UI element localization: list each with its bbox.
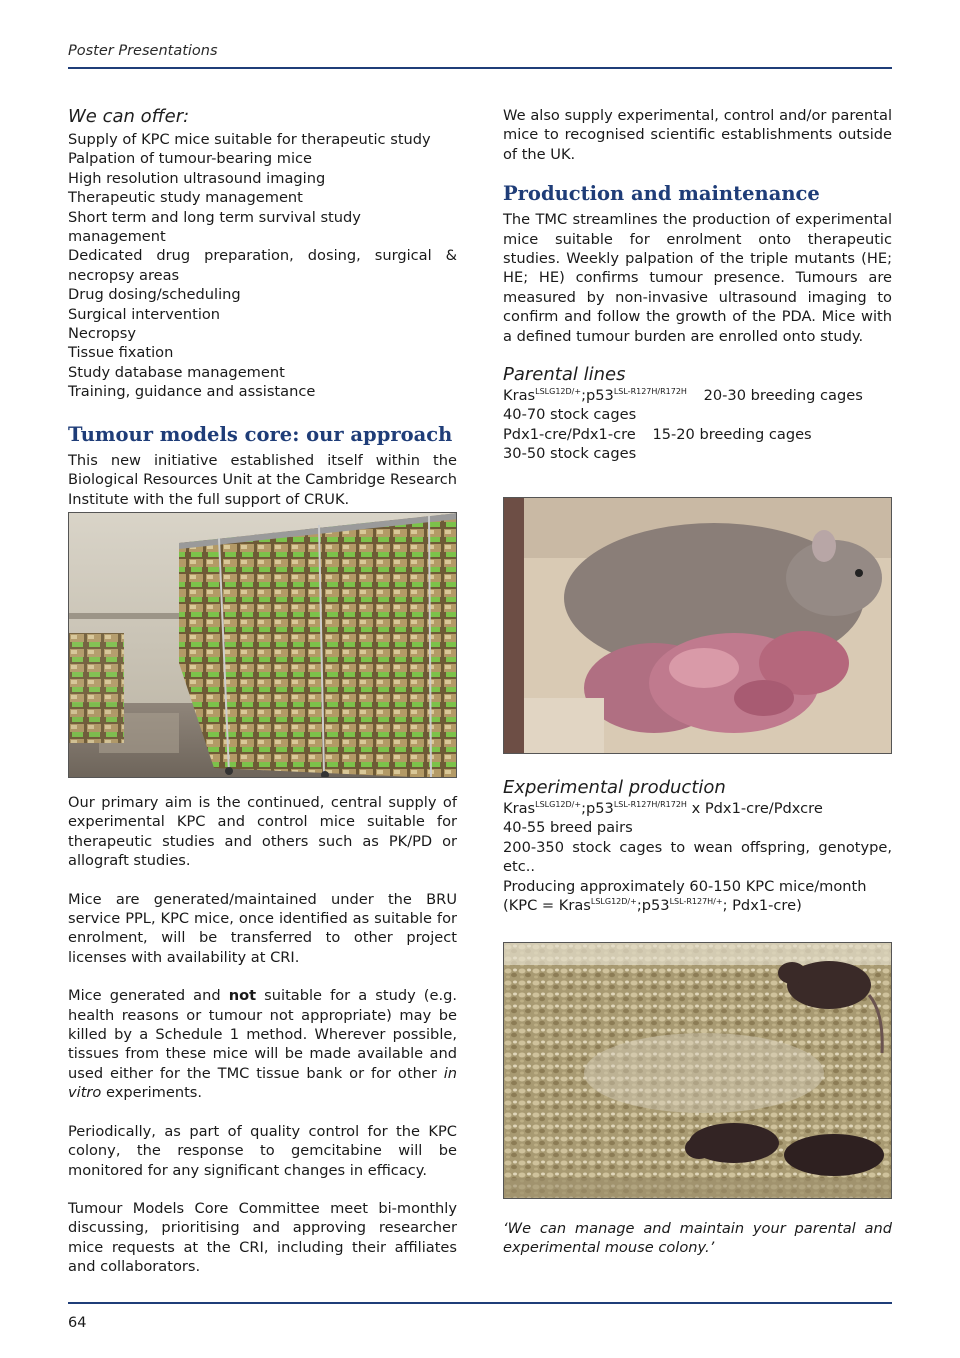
body-paragraph (68, 986, 457, 1102)
offer-item: Drug dosing/scheduling (68, 286, 241, 304)
offer-item: Short term and long term survival study management (68, 208, 361, 246)
experimental-line (503, 896, 892, 915)
offer-item: High resolution ultrasound imaging (68, 169, 326, 187)
offer-item: Tissue fixation (68, 344, 174, 362)
body-paragraph: Periodically, as part of quality control for the KPC colony, the response to gemcitabine will be monitored for any significant changes in efficacy. (68, 1122, 457, 1179)
quote-text: ‘We can manage and maintain your parental and experimental mouse colony.’ (503, 1220, 892, 1257)
strain-name: Pdx1-cre/Pdx1-cre (503, 425, 636, 443)
gene-name: Kras (503, 800, 536, 817)
cage-rack-photo (68, 512, 457, 778)
production-heading: Production and maintenance (503, 182, 820, 206)
text-run: suitable for a study (e.g. health reasons or tumour not appropriate) may be killed by a Schedule 1 method. Wherever possible, tissues from these mice will be made available and used either for the TMC tissue bank or for other (68, 987, 457, 1082)
allele-sup: LSLG12D/+ (535, 387, 582, 397)
allele-sup: LSLG12D/+ (535, 800, 582, 809)
gene-name: ;p53 (581, 387, 614, 405)
allele-sup: LSL-R127H/R172H (613, 387, 687, 397)
text-run: ; Pdx1-cre) (722, 897, 802, 915)
text-run: Mice generated and (68, 987, 229, 1005)
left-body (68, 793, 457, 1277)
running-head: Poster Presentations (68, 43, 218, 59)
header-rule (68, 67, 892, 69)
text-run: (KPC = Kras (503, 897, 591, 915)
parental-line: 30-50 stock cages (503, 445, 637, 463)
offer-item: Dedicated drug preparation, dosing, surgical & necropsy areas (68, 247, 457, 284)
experimental-section (503, 777, 892, 915)
offer-item: Therapeutic study management (68, 189, 303, 207)
emphasis-italic: in vitro (68, 1064, 457, 1102)
mice-bedding-photo (503, 942, 892, 1199)
production-text: The TMC streamlines the production of experimental mice suitable for enrolment onto therapeutic studies. Weekly palpation of the triple mutants (HE; HE; HE) confirms tumour presence. Tumours are measured by non-invasive ultrasound imaging to confirm and follow the growth of the PDA. Mice with a defined tumour burden are enrolled onto study. (503, 211, 892, 345)
cage-rack-illustration (69, 513, 457, 778)
allele-sup: LSLG12D/+ (590, 897, 637, 907)
experimental-line: 200-350 stock cages to wean offspring, genotype, etc.. (503, 838, 892, 876)
parental-line (503, 425, 892, 444)
body-paragraph: Our primary aim is the continued, central supply of experimental KPC and control mice suitable for therapeutic studies and others such as PK/PD or allograft studies. (68, 794, 457, 870)
allele-sup: LSL-R127H/R172H (613, 800, 687, 809)
allele-sup: LSL-R127H/+ (669, 897, 723, 907)
gene-name: ;p53 (581, 800, 614, 817)
mice-bedding-illustration (504, 943, 892, 1199)
gene-name: ;p53 (636, 897, 670, 915)
offer-item: Surgical intervention (68, 305, 221, 323)
gene-name: Kras (503, 387, 536, 405)
offer-section (68, 106, 457, 509)
offer-item: Training, guidance and assistance (68, 383, 316, 401)
parental-heading: Parental lines (503, 364, 626, 386)
cross-text: x Pdx1-cre/Pdxcre (686, 800, 823, 817)
parental-line: 40-70 stock cages (503, 406, 637, 424)
parental-line (503, 386, 892, 405)
supply-text: We also supply experimental, control and/or parental mice to recognised scientific establishments outside of the UK. (503, 107, 892, 163)
offer-item: Supply of KPC mice suitable for therapeutic study (68, 131, 431, 148)
experimental-line: 40-55 breed pairs (503, 819, 633, 837)
offer-item: Necropsy (68, 325, 137, 343)
offer-list (68, 130, 457, 402)
text-run: experiments. (101, 1084, 203, 1102)
supply-section (503, 106, 892, 464)
mouse-with-pups-photo (503, 497, 892, 754)
emphasis-bold: not (228, 987, 257, 1005)
experimental-heading: Experimental production (503, 777, 726, 798)
body-paragraph: Mice are generated/maintained under the BRU service PPL, KPC mice, once identified as suitable for enrolment, will be transferred to other project licenses with availability at CRI. (68, 890, 457, 966)
quote-caption (503, 1219, 892, 1258)
breeding-cages: 20-30 breeding cages (703, 387, 863, 405)
experimental-line: Producing approximately 60-150 KPC mice/month (503, 877, 867, 895)
offer-item: Palpation of tumour-bearing mice (68, 150, 313, 168)
footer-rule (68, 1302, 892, 1304)
breeding-cages: 15-20 breeding cages (652, 425, 812, 443)
mouse-with-pups-illustration (504, 498, 892, 754)
body-paragraph: Tumour Models Core Committee meet bi-monthly discussing, prioritising and approving researcher mice requests at the CRI, including their affiliates and collaborators. (68, 1199, 457, 1276)
approach-text: This new initiative established itself within the Biological Resources Unit at the Cambridge Research Institute with the full support of CRUK. (68, 451, 457, 508)
page-number: 64 (68, 1315, 87, 1331)
experimental-line (503, 799, 892, 818)
offer-item: Study database management (68, 363, 285, 381)
approach-heading: Tumour models core: our approach (68, 422, 453, 446)
offer-heading: We can offer: (68, 106, 190, 127)
